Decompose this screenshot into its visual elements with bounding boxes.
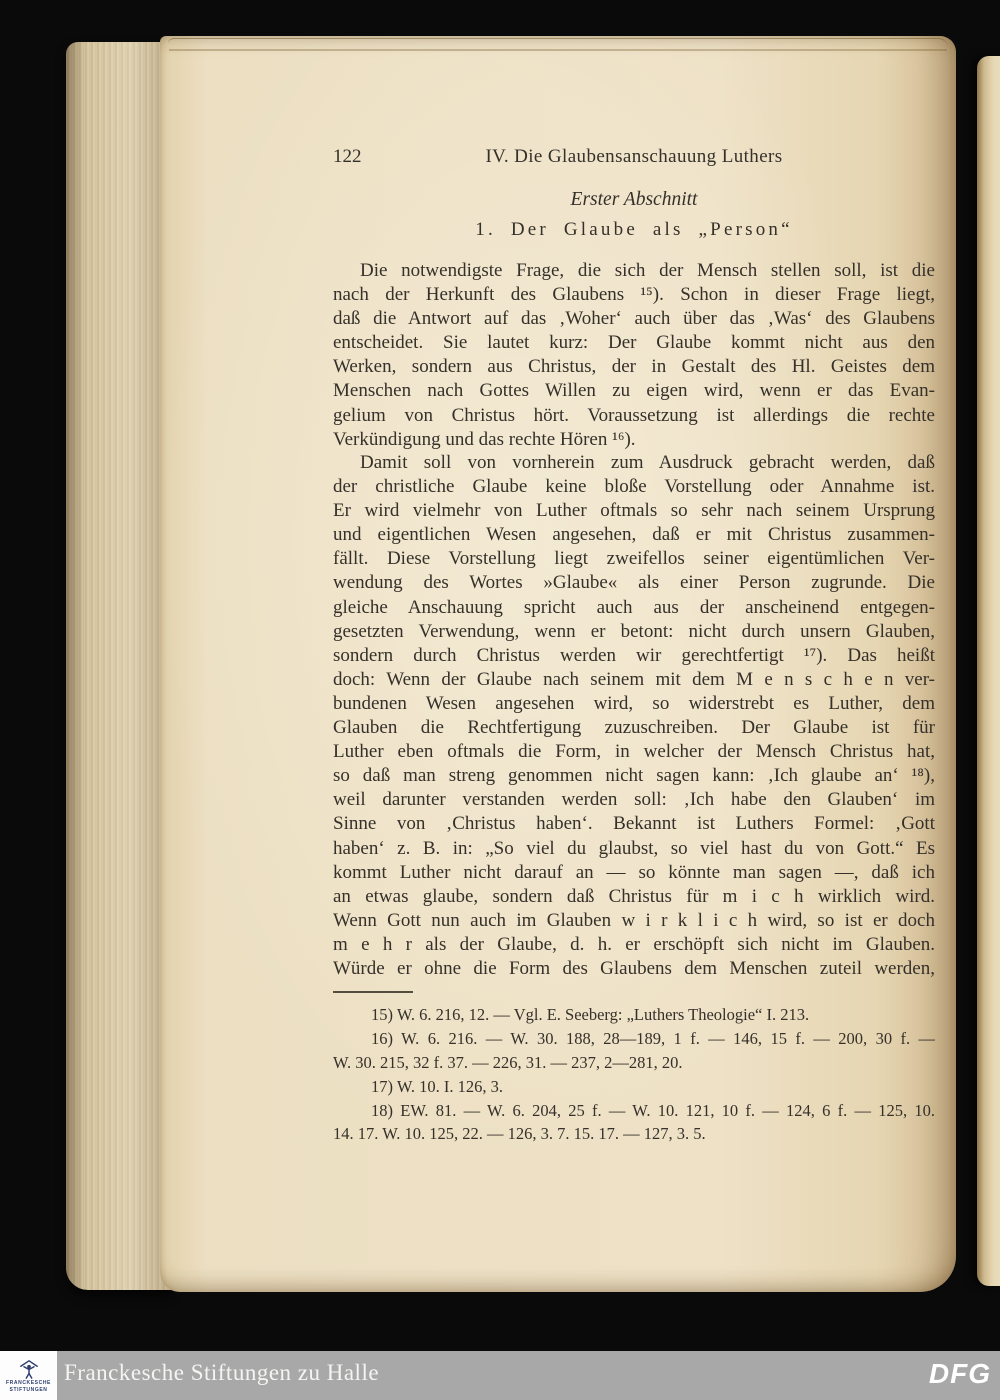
text-line: sondern durch Christus werden wir gerechtfertigt ¹⁷). Das heißt: [333, 644, 935, 666]
footnote-17: [333, 1075, 935, 1099]
text-line: gelium von Christus hört. Voraussetzung ist allerdings die rechte: [333, 404, 935, 426]
text-line: Sinne von ‚Christus haben‘. Bekannt ist Luthers Formel: ‚Gott: [333, 813, 935, 835]
footnotes: [333, 1003, 935, 1146]
footnote-18: [333, 1099, 935, 1147]
text-line: haben‘ z. B. in: „So viel du glaubst, so viel hast du von Gott.“ Es: [333, 837, 935, 859]
text-line: so daß man streng genommen nicht sagen kann: ‚Ich glaube an‘ ¹⁸),: [333, 765, 935, 787]
top-page-edge: [168, 38, 948, 49]
text-line: m e h r als der Glaube, d. h. er erschöpft sich nicht im Glauben.: [333, 933, 935, 955]
footnote-15: [333, 1003, 935, 1027]
text-line: der christliche Glaube keine bloße Vorstellung oder Annahme ist.: [333, 476, 935, 498]
institution-name: Franckesche Stiftungen zu Halle: [64, 1360, 380, 1385]
francke-logo-icon: [18, 1359, 40, 1379]
text-line: 14. 17. W. 10. 125, 22. — 126, 3. 7. 15. 17. — 127, 3. 5.: [333, 1124, 706, 1144]
text-line: kommt Luther nicht darauf an — so könnte man sagen —, daß ich: [333, 861, 935, 883]
text-line: Würde er ohne die Form des Glaubens dem Menschen zuteil werden,: [333, 957, 935, 979]
text-line: Damit soll von vornherein zum Ausdruck gebracht werden, daß: [360, 452, 935, 473]
text-line: Werken, sondern aus Christus, der in Gestalt des Hl. Geistes dem: [333, 356, 935, 378]
text-line: entscheidet. Sie lautet kurz: Der Glaube kommt nicht aus den: [333, 332, 935, 354]
text-line: 16) W. 6. 216. — W. 30. 188, 28—189, 1 f. — 146, 15 f. — 200, 30 f. —: [371, 1028, 935, 1048]
text-line: gesetzten Verwendung, wenn er betont: nicht durch unsern Glauben,: [333, 620, 935, 642]
text-line: gleiche Anschauung spricht auch aus der anscheinend entgegen-: [333, 596, 935, 618]
running-header: IV. Die Glaubensanschauung Luthers: [485, 146, 783, 167]
text-line: Er wird vielmehr von Luther oftmals so sehr nach seinem Ursprung: [333, 500, 935, 522]
adjacent-page-edge: [977, 56, 1000, 1286]
text-line: Die notwendigste Frage, die sich der Mensch stellen soll, ist die: [360, 260, 935, 281]
francke-logo: [0, 1351, 57, 1400]
paragraph-2: [333, 451, 935, 981]
dfg-logo: DFG: [928, 1358, 991, 1389]
text-line: daß die Antwort auf das ‚Woher‘ auch über das ‚Was‘ des Glaubens: [333, 308, 935, 330]
text-line: und eigentlichen Wesen angesehen, daß er mit Christus zusammen-: [333, 524, 935, 546]
footnote-16: [333, 1027, 935, 1075]
text-line: Glauben die Rechtfertigung zuzuschreiben. Der Glaube ist für: [333, 717, 935, 739]
text-line: 18) EW. 81. — W. 6. 204, 25 f. — W. 10. 121, 10 f. — 124, 6 f. — 125, 10.: [371, 1100, 935, 1120]
text-line: bundenen Wesen angesehen wird, so widerstrebt es Luther, dem: [333, 692, 935, 714]
text-line: an etwas glaube, sondern daß Christus für m i c h wirklich wird.: [333, 885, 935, 907]
text-line: Luther eben oftmals die Form, in welcher der Mensch Christus hat,: [333, 741, 935, 763]
text-line: Wenn Gott nun auch im Glauben w i r k l i c h wird, so ist er doch: [333, 909, 935, 931]
francke-logo-caption-line2: STIFTUNGEN: [9, 1386, 48, 1393]
text-line: doch: Wenn der Glaube nach seinem mit dem M e n s c h e n ver-: [333, 668, 935, 690]
section-heading: 1. Der Glaube als „Person“: [475, 219, 793, 240]
text-line: 15) W. 6. 216, 12. — Vgl. E. Seeberg: „Luthers Theologie“ I. 213.: [371, 1005, 810, 1024]
paragraph-1: [333, 259, 935, 452]
francke-logo-caption-line1: FRANCKESCHE: [6, 1379, 51, 1386]
page-number: 122: [333, 146, 362, 167]
text-line: wendung des Wortes »Glaube« als einer Person zugrunde. Die: [333, 572, 935, 594]
text-line: 17) W. 10. I. 126, 3.: [371, 1076, 503, 1096]
text-line: Menschen nach Gottes Willen zu eigen wird, wenn er das Evan-: [333, 380, 935, 402]
text-line: weil darunter verstanden werden soll: ‚Ich habe den Glauben‘ im: [333, 789, 935, 811]
text-line: Verkündigung und das rechte Hören ¹⁶).: [333, 428, 636, 450]
footnote-divider: [333, 991, 413, 993]
left-page-edges: [66, 42, 172, 1290]
text-line: fällt. Diese Vorstellung liegt zweifellos seiner eigentümlichen Ver-: [333, 548, 935, 570]
text-line: nach der Herkunft des Glaubens ¹⁵). Schon in dieser Frage liegt,: [333, 284, 935, 306]
text-line: W. 30. 215, 32 f. 37. — 226, 31. — 237, 2—281, 20.: [333, 1052, 683, 1072]
section-kicker: Erster Abschnitt: [570, 189, 698, 210]
